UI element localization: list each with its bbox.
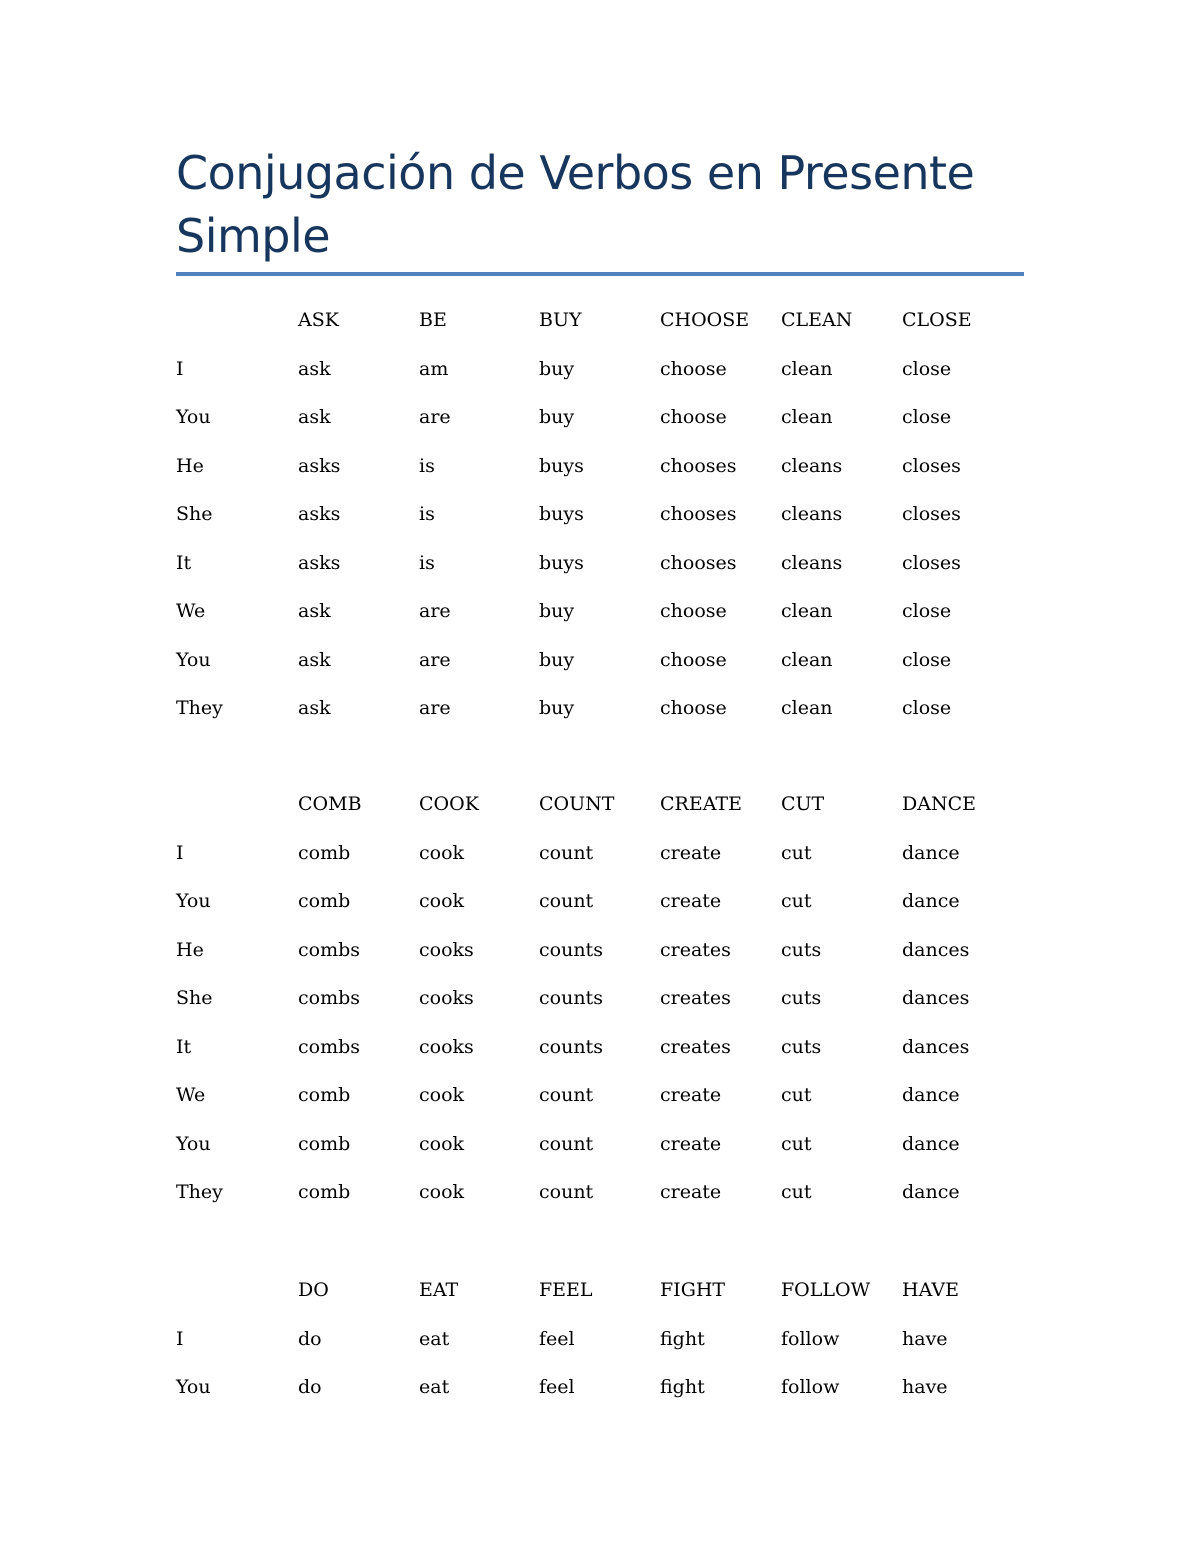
conjugation-cell: dance	[902, 1132, 960, 1155]
conjugation-cell: creates	[660, 987, 731, 1009]
page-title: Conjugación de Verbos en Presente Simple	[176, 146, 975, 263]
conjugation-cell: closes	[902, 551, 961, 574]
table-row	[176, 1036, 1026, 1085]
pronoun-cell: He	[176, 454, 204, 477]
conjugation-table-1	[176, 309, 1026, 746]
conjugation-cell: cut	[781, 890, 812, 912]
verb-header: CLEAN	[781, 309, 853, 331]
table-row	[176, 406, 1026, 455]
verb-header: FIGHT	[660, 1279, 726, 1301]
pronoun-cell: They	[176, 1181, 223, 1203]
conjugation-cell: counts	[539, 1035, 603, 1058]
conjugation-cell: dances	[902, 938, 970, 961]
table-row	[176, 1376, 1026, 1425]
conjugation-cell: asks	[298, 454, 341, 477]
conjugation-cell: ask	[298, 600, 331, 622]
pronoun-cell: We	[176, 1084, 206, 1106]
conjugation-cell: fight	[660, 1376, 705, 1398]
conjugation-cell: buys	[539, 551, 584, 574]
table-row	[176, 600, 1026, 649]
conjugation-cell: have	[902, 1376, 948, 1398]
verb-header: EAT	[419, 1279, 459, 1301]
conjugation-cell: comb	[298, 1084, 351, 1106]
conjugation-cell: cuts	[781, 1035, 822, 1058]
conjugation-cell: clean	[781, 697, 833, 719]
conjugation-cell: eat	[419, 1327, 450, 1350]
conjugation-cell: cleans	[781, 503, 843, 525]
table-row	[176, 358, 1026, 407]
conjugation-cell: chooses	[660, 454, 737, 477]
conjugation-cell: am	[419, 357, 449, 380]
conjugation-cell: ask	[298, 357, 331, 380]
pronoun-cell: I	[176, 841, 184, 864]
conjugation-cell: cuts	[781, 987, 822, 1009]
conjugation-cell: do	[298, 1327, 322, 1350]
pronoun-cell: You	[176, 406, 211, 428]
conjugation-cell: is	[419, 454, 435, 477]
title-underline	[176, 272, 1024, 276]
verb-header: CHOOSE	[660, 309, 750, 331]
conjugation-cell: asks	[298, 551, 341, 574]
conjugation-cell: buy	[539, 406, 575, 428]
conjugation-cell: chooses	[660, 551, 737, 574]
conjugation-cell: chooses	[660, 503, 737, 525]
table-row	[176, 1181, 1026, 1230]
pronoun-cell: They	[176, 697, 223, 719]
conjugation-cell: choose	[660, 357, 727, 380]
conjugation-cell: have	[902, 1327, 948, 1350]
conjugation-cell: clean	[781, 357, 833, 380]
conjugation-cell: are	[419, 600, 451, 622]
pronoun-cell: She	[176, 503, 213, 525]
table-header-row	[176, 1279, 1026, 1328]
conjugation-cell: buy	[539, 697, 575, 719]
conjugation-cell: buy	[539, 648, 575, 671]
conjugation-cell: closes	[902, 503, 961, 525]
table-row	[176, 842, 1026, 891]
table-row	[176, 697, 1026, 746]
pronoun-cell: It	[176, 1035, 192, 1058]
pronoun-cell: You	[176, 648, 211, 671]
conjugation-cell: cook	[419, 1181, 465, 1203]
conjugation-cell: dance	[902, 841, 960, 864]
conjugation-cell: count	[539, 1132, 594, 1155]
verb-header: DO	[298, 1279, 329, 1301]
conjugation-cell: comb	[298, 1181, 351, 1203]
conjugation-cell: feel	[539, 1376, 575, 1398]
conjugation-cell: close	[902, 600, 952, 622]
conjugation-cell: cook	[419, 1132, 465, 1155]
conjugation-cell: close	[902, 406, 952, 428]
conjugation-cell: fight	[660, 1327, 705, 1350]
verb-header: ASK	[298, 309, 339, 331]
conjugation-cell: close	[902, 648, 952, 671]
conjugation-cell: follow	[781, 1376, 840, 1398]
conjugation-cell: create	[660, 1084, 722, 1106]
table-row	[176, 987, 1026, 1036]
conjugation-cell: buy	[539, 600, 575, 622]
table-row	[176, 649, 1026, 698]
conjugation-cell: create	[660, 890, 722, 912]
conjugation-cell: eat	[419, 1376, 450, 1398]
conjugation-cell: cut	[781, 1132, 812, 1155]
conjugation-cell: are	[419, 697, 451, 719]
pronoun-cell: I	[176, 357, 184, 380]
table-row	[176, 939, 1026, 988]
verb-header: BE	[419, 309, 447, 331]
conjugation-cell: close	[902, 357, 952, 380]
conjugation-cell: comb	[298, 890, 351, 912]
table-row	[176, 552, 1026, 601]
conjugation-cell: clean	[781, 648, 833, 671]
conjugation-cell: clean	[781, 406, 833, 428]
pronoun-cell: She	[176, 987, 213, 1009]
conjugation-cell: choose	[660, 406, 727, 428]
conjugation-cell: cleans	[781, 454, 843, 477]
conjugation-cell: buy	[539, 357, 575, 380]
verb-header: HAVE	[902, 1279, 959, 1301]
table-header-row	[176, 793, 1026, 842]
pronoun-cell: I	[176, 1327, 184, 1350]
conjugation-cell: count	[539, 1084, 594, 1106]
table-row	[176, 890, 1026, 939]
conjugation-cell: count	[539, 890, 594, 912]
verb-header: CLOSE	[902, 309, 972, 331]
conjugation-cell: dance	[902, 1181, 960, 1203]
conjugation-cell: feel	[539, 1327, 575, 1350]
conjugation-cell: closes	[902, 454, 961, 477]
conjugation-cell: dances	[902, 987, 970, 1009]
conjugation-cell: combs	[298, 1035, 361, 1058]
conjugation-cell: cut	[781, 841, 812, 864]
verb-header: CUT	[781, 793, 825, 815]
conjugation-cell: cooks	[419, 1035, 474, 1058]
conjugation-cell: is	[419, 551, 435, 574]
conjugation-cell: combs	[298, 938, 361, 961]
conjugation-cell: create	[660, 841, 722, 864]
conjugation-cell: counts	[539, 987, 603, 1009]
conjugation-cell: comb	[298, 841, 351, 864]
conjugation-cell: follow	[781, 1327, 840, 1350]
pronoun-cell: You	[176, 890, 211, 912]
conjugation-cell: cook	[419, 1084, 465, 1106]
conjugation-cell: create	[660, 1132, 722, 1155]
table-row	[176, 503, 1026, 552]
table-row	[176, 1084, 1026, 1133]
verb-header: FEEL	[539, 1279, 593, 1301]
conjugation-table-2	[176, 793, 1026, 1230]
conjugation-cell: cleans	[781, 551, 843, 574]
conjugation-cell: choose	[660, 600, 727, 622]
conjugation-cell: are	[419, 406, 451, 428]
conjugation-cell: combs	[298, 987, 361, 1009]
conjugation-cell: asks	[298, 503, 341, 525]
conjugation-cell: cuts	[781, 938, 822, 961]
pronoun-cell: It	[176, 551, 192, 574]
pronoun-cell: You	[176, 1132, 211, 1155]
verb-header: FOLLOW	[781, 1279, 871, 1301]
verb-header: DANCE	[902, 793, 976, 815]
conjugation-cell: create	[660, 1181, 722, 1203]
table-row	[176, 1328, 1026, 1377]
conjugation-cell: cut	[781, 1181, 812, 1203]
pronoun-cell: We	[176, 600, 206, 622]
conjugation-cell: do	[298, 1376, 322, 1398]
pronoun-cell: He	[176, 938, 204, 961]
conjugation-cell: dance	[902, 1084, 960, 1106]
verb-header: COUNT	[539, 793, 615, 815]
table-row	[176, 1133, 1026, 1182]
conjugation-cell: buys	[539, 503, 584, 525]
conjugation-cell: ask	[298, 697, 331, 719]
conjugation-cell: count	[539, 841, 594, 864]
conjugation-cell: count	[539, 1181, 594, 1203]
conjugation-cell: dance	[902, 890, 960, 912]
conjugation-cell: clean	[781, 600, 833, 622]
conjugation-cell: is	[419, 503, 435, 525]
conjugation-cell: are	[419, 648, 451, 671]
conjugation-cell: close	[902, 697, 952, 719]
conjugation-table-3	[176, 1279, 1026, 1425]
verb-header: CREATE	[660, 793, 742, 815]
conjugation-cell: creates	[660, 1035, 731, 1058]
conjugation-cell: cook	[419, 890, 465, 912]
verb-header: COOK	[419, 793, 479, 815]
conjugation-cell: cook	[419, 841, 465, 864]
conjugation-cell: ask	[298, 648, 331, 671]
verb-header: BUY	[539, 309, 582, 331]
conjugation-cell: buys	[539, 454, 584, 477]
conjugation-cell: cut	[781, 1084, 812, 1106]
pronoun-cell: You	[176, 1376, 211, 1398]
conjugation-cell: choose	[660, 697, 727, 719]
conjugation-cell: dances	[902, 1035, 970, 1058]
conjugation-cell: counts	[539, 938, 603, 961]
conjugation-cell: creates	[660, 938, 731, 961]
verb-header: COMB	[298, 793, 362, 815]
conjugation-cell: choose	[660, 648, 727, 671]
table-header-row	[176, 309, 1026, 358]
conjugation-cell: cooks	[419, 938, 474, 961]
conjugation-cell: cooks	[419, 987, 474, 1009]
table-row	[176, 455, 1026, 504]
conjugation-cell: ask	[298, 406, 331, 428]
conjugation-cell: comb	[298, 1132, 351, 1155]
